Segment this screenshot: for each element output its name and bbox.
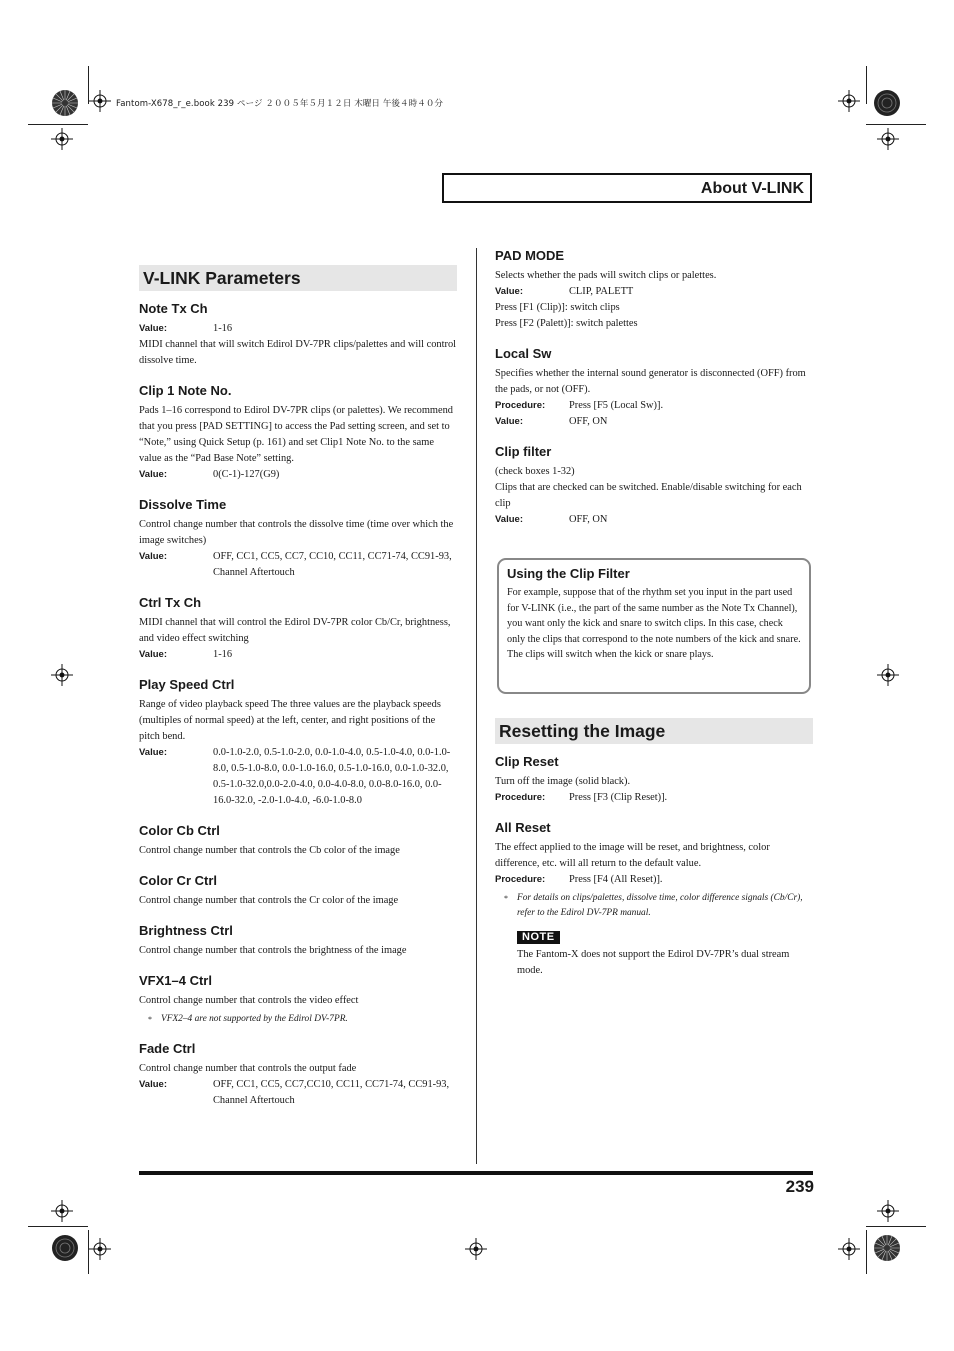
param-name: PAD MODE xyxy=(495,248,565,263)
value-text: OFF, ON xyxy=(569,416,608,427)
value-label: Value: xyxy=(139,469,167,480)
procedure-label: Procedure: xyxy=(495,400,546,411)
instruction-line: Press [F2 (Palett)]: switch palettes xyxy=(495,318,638,329)
param-description: Specifies whether the internal sound generator is disconnected (OFF) from the pads, or not (OFF). xyxy=(495,368,806,395)
param-all-reset xyxy=(495,820,813,921)
page-number: 239 xyxy=(785,1177,814,1196)
section-title: Resetting the Image xyxy=(495,718,813,744)
starburst-mark-icon xyxy=(51,1234,79,1267)
value-text: 0(C-1)-127(G9) xyxy=(213,469,280,480)
chapter-title: About V-LINK xyxy=(442,173,812,203)
param-clip-reset xyxy=(495,754,813,806)
value-label: Value: xyxy=(495,416,523,427)
value-label: Value: xyxy=(495,286,523,297)
starburst-mark-icon xyxy=(51,89,79,122)
param-name: Play Speed Ctrl xyxy=(139,677,235,692)
registration-mark-icon xyxy=(838,90,860,112)
procedure-label: Procedure: xyxy=(495,792,546,803)
value-label: Value: xyxy=(495,514,523,525)
param-description: Selects whether the pads will switch clips or palettes. xyxy=(495,270,717,281)
tip-body: For example, suppose that of the rhythm set you input in the part used for V-LINK (i.e., the part of the same number as the Note Tx Channel), you want only the kick and snare to switch clips. In this case, check only the clips that correspond to the note numbers of the kick and snare. The clips will switch when the kick or snare plays. xyxy=(507,587,801,661)
procedure-text: Press [F3 (Clip Reset)]. xyxy=(569,792,668,803)
value-label: Value: xyxy=(139,323,167,334)
param-name: Clip filter xyxy=(495,444,552,459)
reset-section xyxy=(495,718,813,979)
footnote: For details on clips/palettes, dissolve time, color difference signals (Cb/Cr), refer to the Edirol DV-7PR manual. xyxy=(517,893,803,918)
right-column xyxy=(495,236,813,528)
param-dissolve-time xyxy=(139,497,457,581)
registration-mark-icon xyxy=(89,1238,111,1260)
value-text: 0.0-1.0-2.0, 0.5-1.0-2.0, 0.0-1.0-4.0, 0.5-1.0-4.0, 0.0-1.0-8.0, 0.5-1.0-8.0, 0.0-1.0-16.0, 0.5-1.0-16.0, 0.0-1.0-32.0, 0.5-1.0-32.0,0.0-2.0-4.0, 0.0-4.0-8.0, 0.0-8.0-16.0, 0.0-16.0-32.0, -2.0-1.0-4.0, -6.0-1.0-8.0 xyxy=(213,747,451,806)
column-divider xyxy=(476,248,477,1164)
param-description: Control change number that controls the dissolve time (time over which the image switches) xyxy=(139,519,454,546)
param-name: Brightness Ctrl xyxy=(139,923,233,938)
procedure-label: Procedure: xyxy=(495,874,546,885)
param-description: Control change number that controls the Cr color of the image xyxy=(139,895,399,906)
param-name: Note Tx Ch xyxy=(139,301,208,316)
value-label: Value: xyxy=(139,1079,167,1090)
param-description: Pads 1–16 correspond to Edirol DV-7PR clips (or palettes). We recommend that you press [PAD SETTING] to access the Pad setting screen, and set to “Note,” using Quick Setup (p. 161) and set Clip1 Note No. to the same value as the “Pad Base Note” setting. xyxy=(139,405,454,464)
param-name: VFX1–4 Ctrl xyxy=(139,973,212,988)
value-text: OFF, ON xyxy=(569,514,608,525)
param-color-cb xyxy=(139,823,457,859)
asterisk-icon: * xyxy=(148,1015,152,1024)
param-description: Control change number that controls the output fade xyxy=(139,1063,357,1074)
param-name: Color Cr Ctrl xyxy=(139,873,217,888)
registration-mark-icon xyxy=(838,1238,860,1260)
param-clip1-note xyxy=(139,383,457,483)
param-description: Control change number that controls the brightness of the image xyxy=(139,945,407,956)
param-name: Fade Ctrl xyxy=(139,1041,196,1056)
param-color-cr xyxy=(139,873,457,909)
param-name: Dissolve Time xyxy=(139,497,227,512)
footnote: VFX2–4 are not supported by the Edirol DV-7PR. xyxy=(161,1014,348,1024)
registration-mark-icon xyxy=(51,664,73,686)
starburst-mark-icon xyxy=(873,89,901,122)
param-name: Clip 1 Note No. xyxy=(139,383,232,398)
registration-mark-icon xyxy=(877,664,899,686)
value-label: Value: xyxy=(139,649,167,660)
note-badge: NOTE xyxy=(517,931,560,944)
value-text: OFF, CC1, CC5, CC7, CC10, CC11, CC71-74, CC91-93, Channel Aftertouch xyxy=(213,551,452,578)
value-label: Value: xyxy=(139,551,167,562)
starburst-mark-icon xyxy=(873,1234,901,1267)
value-text: 1-16 xyxy=(213,649,233,660)
registration-mark-icon xyxy=(51,1200,73,1222)
param-pad-mode xyxy=(495,248,813,332)
instruction-line: Press [F1 (Clip)]: switch clips xyxy=(495,302,620,313)
tip-box xyxy=(497,558,811,694)
registration-mark-icon xyxy=(877,128,899,150)
print-header: Fantom-X678_r_e.book 239 ページ ２００５年５月１２日 木曜日 午後４時４０分 xyxy=(116,99,444,109)
registration-mark-icon xyxy=(89,90,111,112)
section-title: V-LINK Parameters xyxy=(139,265,457,291)
param-play-speed xyxy=(139,677,457,809)
value-label: Value: xyxy=(139,747,167,758)
param-name: Color Cb Ctrl xyxy=(139,823,220,838)
procedure-text: Press [F4 (All Reset)]. xyxy=(569,874,663,885)
param-name: Clip Reset xyxy=(495,754,559,769)
registration-mark-icon xyxy=(877,1200,899,1222)
param-name: Local Sw xyxy=(495,346,552,361)
asterisk-icon: * xyxy=(504,894,508,903)
note-block xyxy=(495,927,813,979)
param-description: MIDI channel that will switch Edirol DV-7PR clips/palettes and will control dissolve time. xyxy=(139,339,457,366)
param-clip-filter xyxy=(495,444,813,528)
value-text: OFF, CC1, CC5, CC7,CC10, CC11, CC71-74, CC91-93, Channel Aftertouch xyxy=(213,1079,450,1106)
param-description: The effect applied to the image will be reset, and brightness, color difference, etc. will all return to the default value. xyxy=(495,842,770,869)
param-name: Ctrl Tx Ch xyxy=(139,595,202,610)
param-note-tx-ch xyxy=(139,301,457,369)
param-description: Range of video playback speed The three values are the playback speeds (multiples of normal speed) at the left, center, and right positions of the pitch bend. xyxy=(139,699,441,742)
procedure-text: Press [F5 (Local Sw)]. xyxy=(569,400,664,411)
param-fade xyxy=(139,1041,457,1109)
registration-mark-icon xyxy=(465,1238,487,1260)
param-description: Control change number that controls the video effect xyxy=(139,995,359,1006)
param-ctrl-tx-ch xyxy=(139,595,457,663)
param-description: Clips that are checked can be switched. Enable/disable switching for each clip xyxy=(495,482,802,509)
note-text: The Fantom-X does not support the Edirol DV-7PR’s dual stream mode. xyxy=(517,949,790,976)
value-text: 1-16 xyxy=(213,323,233,334)
param-local-sw xyxy=(495,346,813,430)
left-column xyxy=(139,265,457,1109)
tip-title: Using the Clip Filter xyxy=(507,566,630,581)
param-description: MIDI channel that will control the Edirol DV-7PR color Cb/Cr, brightness, and video effect switching xyxy=(139,617,451,644)
param-description: Control change number that controls the Cb color of the image xyxy=(139,845,400,856)
param-description: Turn off the image (solid black). xyxy=(495,776,631,787)
param-subtext: (check boxes 1-32) xyxy=(495,466,575,477)
param-vfx xyxy=(139,973,457,1027)
value-text: CLIP, PALETT xyxy=(569,286,634,297)
footer-rule xyxy=(139,1171,813,1175)
registration-mark-icon xyxy=(51,128,73,150)
param-brightness xyxy=(139,923,457,959)
param-name: All Reset xyxy=(495,820,551,835)
